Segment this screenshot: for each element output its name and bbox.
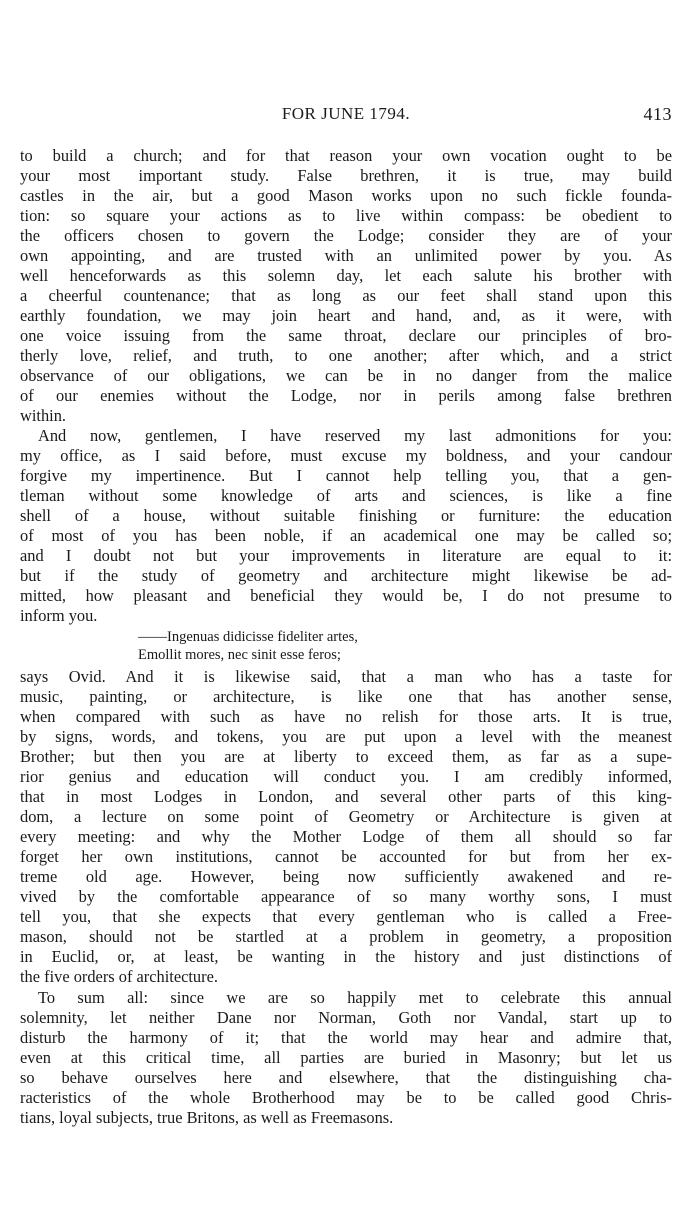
text-line: tians, loyal subjects, true Britons, as well as Freemasons. (20, 1108, 394, 1127)
text-line: tell you, that she expects that every gentleman who is called a Free- (20, 907, 672, 926)
text-line: says Ovid. And it is likewise said, that a man who has a taste for (20, 667, 672, 686)
text-line: disturb the harmony of it; that the world may hear and admire that, (20, 1028, 672, 1047)
text-line: tleman without some knowledge of arts and sciences, is like a fine (20, 486, 672, 505)
text-line: And now, gentlemen, I have reserved my last admonitions for you: (38, 426, 672, 445)
text-line: forget her own institutions, cannot be accounted for but from her ex- (20, 847, 672, 866)
text-line: vived by the comfortable appearance of so many worthy sons, I must (20, 887, 672, 906)
paragraph-2 (20, 426, 672, 626)
text-line: every meeting: and why the Mother Lodge of them all should so far (20, 827, 672, 846)
text-line: but if the study of geometry and architecture might likewise be ad- (20, 566, 672, 585)
text-line: treme old age. However, being now sufficiently awakened and re- (20, 867, 672, 886)
text-line: solemnity, let neither Dane nor Norman, Goth nor Vandal, start up to (20, 1008, 672, 1027)
latin-verse (138, 628, 358, 664)
page-number: 413 (643, 104, 672, 124)
text-line: the officers chosen to govern the Lodge; consider they are of your (20, 226, 672, 245)
document-page (20, 0, 672, 1208)
text-line: even at this critical time, all parties are buried in Masonry; but let us (20, 1048, 672, 1067)
text-line: that in most Lodges in London, and several other parts of this king- (20, 787, 672, 806)
text-line: To sum all: since we are so happily met to celebrate this annual (38, 988, 672, 1007)
text-line: observance of our obligations, we can be in no danger from the malice (20, 366, 672, 385)
text-line: your most important study. False brethren, it is true, may build (20, 166, 672, 185)
running-head (20, 104, 672, 130)
text-line: a cheerful countenance; that as long as our feet shall stand upon this (20, 286, 672, 305)
text-line: and I doubt not but your improvements in literature are equal to it: (20, 546, 672, 565)
text-line: tion: so square your actions as to live within compass: be obedient to (20, 206, 672, 225)
text-line: to build a church; and for that reason your own vocation ought to be (20, 146, 672, 165)
text-line: of most of you has been noble, if an academical one may be called so; (20, 526, 672, 545)
text-line: of our enemies without the Lodge, nor in perils among false brethren (20, 386, 672, 405)
text-line: music, painting, or architecture, is like one that has another sense, (20, 687, 672, 706)
text-line: the five orders of architecture. (20, 967, 218, 986)
text-line: mason, should not be startled at a problem in geometry, a proposition (20, 927, 672, 946)
text-line: rior genius and education will conduct you. I am credibly informed, (20, 767, 672, 786)
text-line: castles in the air, but a good Mason works upon no such fickle founda- (20, 186, 672, 205)
text-line: Brother; but then you are at liberty to exceed them, as far as a supe- (20, 747, 672, 766)
verse-line: ——Ingenuas didicisse fideliter artes, (138, 629, 358, 645)
text-line: own appointing, and are trusted with an unlimited power by you. As (20, 246, 672, 265)
text-line: dom, a lecture on some point of Geometry or Architecture is given at (20, 807, 672, 826)
text-line: when compared with such as have no relish for those arts. It is true, (20, 707, 672, 726)
text-line: racteristics of the whole Brotherhood may be to be called good Chris- (20, 1088, 672, 1107)
text-line: in Euclid, or, at least, be wanting in the history and just distinctions of (20, 947, 672, 966)
text-line: inform you. (20, 606, 98, 625)
text-line: within. (20, 406, 66, 425)
text-line: mitted, how pleasant and beneficial they would be, I do not presume to (20, 586, 672, 605)
paragraph-1 (20, 146, 672, 426)
text-line: forgive my impertinence. But I cannot help telling you, that a gen- (20, 466, 672, 485)
text-line: by signs, words, and tokens, you are put upon a level with the meanest (20, 727, 672, 746)
text-line: therly love, relief, and truth, to one another; after which, and a strict (20, 346, 672, 365)
text-line: shell of a house, without suitable finishing or furniture: the education (20, 506, 672, 525)
paragraph-4 (20, 988, 672, 1128)
running-title: FOR JUNE 1794. (281, 104, 411, 123)
text-line: earthly foundation, we may join heart and hand, and, as it were, with (20, 306, 672, 325)
text-line: my office, as I said before, must excuse my boldness, and your candour (20, 446, 672, 465)
paragraph-3 (20, 667, 672, 987)
verse-line: Emollit mores, nec sinit esse feros; (138, 647, 341, 663)
text-line: so behave ourselves here and elsewhere, that the distinguishing cha- (20, 1068, 672, 1087)
text-line: well henceforwards as this solemn day, let each salute his brother with (20, 266, 672, 285)
text-line: one voice issuing from the same throat, declare our principles of bro- (20, 326, 672, 345)
